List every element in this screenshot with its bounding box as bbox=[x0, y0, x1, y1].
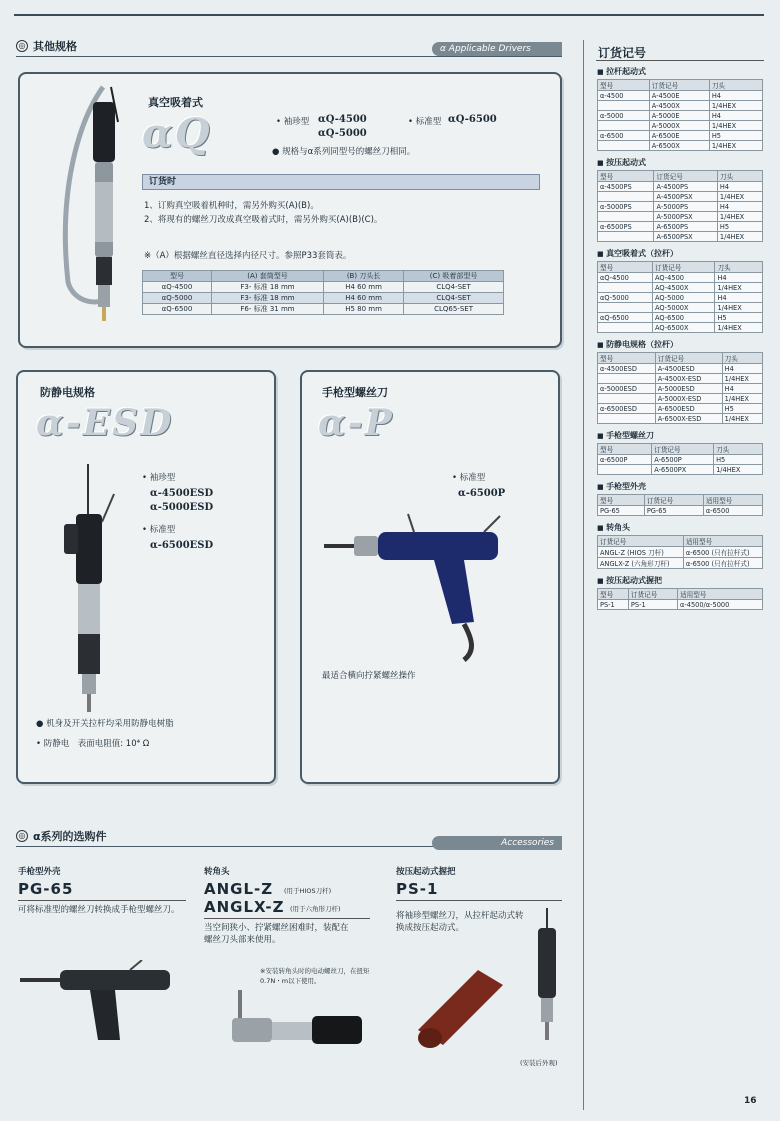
table-cell: A-6500ESD bbox=[655, 404, 722, 414]
esd-note-1: ● 机身及开关拉杆均采用防静电树脂 bbox=[36, 719, 174, 729]
table-header-row bbox=[598, 262, 763, 273]
order-table bbox=[597, 588, 763, 610]
table-row bbox=[598, 131, 763, 141]
vacuum-model-2: αQ-5000 bbox=[318, 128, 367, 139]
table-cell: H4 bbox=[709, 111, 762, 121]
table-cell: A-5000E bbox=[649, 111, 709, 121]
vacuum-note: ● 规格与α系列同型号的螺丝刀相同。 bbox=[272, 147, 416, 157]
table-cell bbox=[598, 101, 650, 111]
table-row bbox=[598, 547, 763, 558]
gun-std-label: • 标准型 bbox=[452, 473, 486, 483]
order-group-title: ■ 转角头 bbox=[597, 522, 765, 533]
acc2-note-1: (用于HIOS刀杆) bbox=[284, 887, 332, 895]
page-number: 16 bbox=[744, 1096, 757, 1106]
acc2-name-1: ANGL-Z bbox=[204, 880, 274, 898]
section-tag: α Applicable Drivers bbox=[432, 42, 562, 56]
gun-driver-image bbox=[324, 512, 524, 662]
order-line-2: 2、将现有的螺丝刀改成真空吸着式时，需另外购买(A)(B)(C)。 bbox=[144, 215, 383, 225]
esd-note-2: • 防静电 表面电阻值: 10⁴ Ω bbox=[36, 739, 150, 749]
table-cell: αQ-4500 bbox=[143, 282, 212, 293]
vacuum-logo: αQ bbox=[142, 110, 212, 157]
table-cell: A-4500X bbox=[649, 101, 709, 111]
table-cell: PS-1 bbox=[598, 600, 629, 610]
acc1-desc: 可将标准型的螺丝刀转换成手枪型螺丝刀。 bbox=[18, 905, 180, 915]
angl-z-image bbox=[232, 990, 372, 1050]
vacuum-driver-image bbox=[38, 82, 128, 332]
table-cell: A-6500X bbox=[649, 141, 709, 151]
esd-title: 防静电规格 bbox=[40, 386, 95, 399]
table-cell: A-6500PSX bbox=[654, 232, 717, 242]
table-cell: 1/4HEX bbox=[722, 414, 762, 424]
table-header-row bbox=[598, 495, 763, 506]
section-title: α系列的选购件 bbox=[33, 830, 107, 843]
table-row bbox=[598, 558, 763, 569]
table-cell bbox=[598, 192, 654, 202]
table-header: 订货记号 bbox=[598, 536, 684, 547]
gun-note: 最适合横向拧紧螺丝操作 bbox=[322, 671, 416, 681]
table-cell: α-6500 (只有拉杆式) bbox=[683, 547, 762, 558]
table-header-row bbox=[598, 536, 763, 547]
gun-logo: α-P bbox=[318, 402, 394, 444]
acc3-caption: (安装后外观) bbox=[520, 1059, 558, 1067]
section-header-accessories bbox=[16, 828, 107, 846]
table-cell bbox=[598, 283, 653, 293]
table-header: 型号 bbox=[598, 353, 656, 364]
table-cell: 1/4HEX bbox=[715, 303, 763, 313]
table-row bbox=[598, 394, 763, 404]
table-cell: PS-1 bbox=[628, 600, 677, 610]
table-cell: CLQ4-SET bbox=[404, 293, 504, 304]
vacuum-table bbox=[142, 270, 504, 315]
table-header: 刀头 bbox=[715, 262, 763, 273]
table-header: 订货记号 bbox=[653, 262, 715, 273]
table-cell: 1/4HEX bbox=[722, 374, 762, 384]
table-header: 型号 bbox=[598, 495, 645, 506]
vacuum-pistol-label: • 袖珍型 bbox=[276, 117, 310, 127]
table-cell: A-5000PS bbox=[654, 202, 717, 212]
table-row bbox=[598, 465, 763, 475]
table-cell: A-6500X-ESD bbox=[655, 414, 722, 424]
table-cell: A-4500PSX bbox=[654, 192, 717, 202]
table-cell: A-4500PS bbox=[654, 182, 717, 192]
top-rule bbox=[14, 14, 764, 16]
table-cell: H4 bbox=[717, 202, 762, 212]
table-cell: A-5000ESD bbox=[655, 384, 722, 394]
order-group-title: ■ 按压起动式握把 bbox=[597, 575, 765, 586]
table-row bbox=[598, 141, 763, 151]
table-cell: AQ-5000 bbox=[653, 293, 715, 303]
table-cell: H5 bbox=[715, 313, 763, 323]
table-header: (B) 刀头长 bbox=[324, 271, 404, 282]
table-cell: H5 bbox=[717, 222, 762, 232]
table-cell: αQ-6500 bbox=[143, 304, 212, 315]
order-group-title: ■ 真空吸着式（拉杆） bbox=[597, 248, 765, 259]
table-cell: ANGLX-Z (六角形刀杆) bbox=[598, 558, 684, 569]
table-row bbox=[143, 293, 504, 304]
table-row bbox=[598, 91, 763, 101]
order-group-title: ■ 防静电规格（拉杆） bbox=[597, 339, 765, 350]
table-row bbox=[598, 384, 763, 394]
table-cell: F3- 标准 18 mm bbox=[211, 282, 323, 293]
acc2-name-2: ANGLX-Z bbox=[204, 898, 285, 916]
order-table bbox=[597, 261, 763, 333]
table-row bbox=[598, 506, 763, 516]
table-cell bbox=[598, 303, 653, 313]
section-bullet-icon: ◎ bbox=[16, 830, 28, 842]
table-cell: A-5000PSX bbox=[654, 212, 717, 222]
table-cell: αQ-4500 bbox=[598, 273, 653, 283]
table-header: 订货记号 bbox=[644, 495, 703, 506]
table-row bbox=[598, 283, 763, 293]
table-row bbox=[598, 293, 763, 303]
acc3-category: 按压起动式握把 bbox=[396, 867, 456, 877]
table-row bbox=[143, 304, 504, 315]
table-header-row bbox=[598, 171, 763, 182]
table-cell: A-6500E bbox=[649, 131, 709, 141]
table-cell: α-4500 bbox=[598, 91, 650, 101]
table-cell bbox=[598, 394, 656, 404]
table-row bbox=[598, 364, 763, 374]
table-cell: α-6500 bbox=[598, 131, 650, 141]
table-cell: αQ-6500 bbox=[598, 313, 653, 323]
acc3-rule bbox=[396, 900, 562, 901]
acc2-warning: ※安装转角头时的电动螺丝刀，在扭矩0.7N・m以下使用。 bbox=[260, 967, 370, 985]
table-header: 型号 bbox=[598, 171, 654, 182]
esd-pistol-label: • 袖珍型 bbox=[142, 473, 176, 483]
acc1-rule bbox=[18, 900, 186, 901]
table-row bbox=[598, 101, 763, 111]
table-cell bbox=[598, 121, 650, 131]
table-row bbox=[598, 111, 763, 121]
gun-title: 手枪型螺丝刀 bbox=[322, 386, 388, 399]
vacuum-model-1: αQ-4500 bbox=[318, 114, 367, 125]
table-row bbox=[598, 232, 763, 242]
table-cell: H4 60 mm bbox=[324, 293, 404, 304]
table-row bbox=[598, 404, 763, 414]
column-divider bbox=[583, 40, 584, 1110]
vacuum-title: 真空吸着式 bbox=[148, 96, 203, 109]
table-row bbox=[598, 192, 763, 202]
esd-driver-image bbox=[58, 464, 118, 714]
table-row bbox=[598, 212, 763, 222]
table-cell bbox=[598, 374, 656, 384]
table-header: 型号 bbox=[598, 589, 629, 600]
order-table bbox=[597, 79, 763, 151]
table-row bbox=[598, 414, 763, 424]
table-cell: AQ-6500X bbox=[653, 323, 715, 333]
table-row bbox=[598, 202, 763, 212]
table-cell: H5 bbox=[714, 455, 763, 465]
gun-panel bbox=[300, 370, 560, 784]
table-cell: α-4500PS bbox=[598, 182, 654, 192]
table-cell bbox=[598, 414, 656, 424]
table-cell: H4 bbox=[722, 364, 762, 374]
table-cell: α-6500 bbox=[703, 506, 762, 516]
table-row bbox=[598, 303, 763, 313]
table-cell bbox=[598, 323, 653, 333]
table-cell: α-6500 (只有拉杆式) bbox=[683, 558, 762, 569]
gun-model-1: α-6500P bbox=[458, 488, 506, 499]
table-cell: 1/4HEX bbox=[717, 212, 762, 222]
order-title-rule bbox=[596, 60, 764, 61]
table-cell: 1/4HEX bbox=[709, 141, 762, 151]
esd-model-3: α-6500ESD bbox=[150, 540, 214, 551]
table-cell: αQ-5000 bbox=[598, 293, 653, 303]
table-cell: PG-65 bbox=[644, 506, 703, 516]
table-cell: H5 bbox=[709, 131, 762, 141]
table-header: 适用型号 bbox=[683, 536, 762, 547]
table-header: 刀头 bbox=[722, 353, 762, 364]
table-row bbox=[598, 121, 763, 131]
table-cell: A-6500PX bbox=[652, 465, 714, 475]
table-header: 订货记号 bbox=[654, 171, 717, 182]
acc2-rule bbox=[204, 918, 370, 919]
table-cell: 1/4HEX bbox=[709, 121, 762, 131]
table-cell bbox=[598, 141, 650, 151]
table-cell: CLQ4-SET bbox=[404, 282, 504, 293]
table-cell: H4 60 mm bbox=[324, 282, 404, 293]
order-group-title: ■ 手枪型螺丝刀 bbox=[597, 430, 765, 441]
acc2-desc: 当空间狭小、拧紧螺丝困难时，装配在螺丝刀头部来使用。 bbox=[204, 923, 349, 945]
ps1-driver-image bbox=[532, 908, 562, 1048]
table-row bbox=[598, 222, 763, 232]
table-cell: α-6500PS bbox=[598, 222, 654, 232]
table-row bbox=[598, 273, 763, 283]
acc1-name: PG-65 bbox=[18, 880, 74, 898]
table-cell bbox=[598, 465, 652, 475]
table-row bbox=[598, 313, 763, 323]
table-cell: F3- 标准 18 mm bbox=[211, 293, 323, 304]
table-cell: α-6500ESD bbox=[598, 404, 656, 414]
table-header-row bbox=[598, 444, 763, 455]
acc3-name: PS-1 bbox=[396, 880, 439, 898]
table-header: (C) 吸着部型号 bbox=[404, 271, 504, 282]
table-cell: H4 bbox=[722, 384, 762, 394]
table-cell: AQ-4500X bbox=[653, 283, 715, 293]
esd-panel bbox=[16, 370, 276, 784]
table-cell: α-5000PS bbox=[598, 202, 654, 212]
order-bar: 订货时 bbox=[142, 174, 540, 190]
table-row bbox=[143, 282, 504, 293]
vacuum-std-label: • 标准型 bbox=[408, 117, 442, 127]
table-header: 订货记号 bbox=[649, 80, 709, 91]
table-cell: A-4500ESD bbox=[655, 364, 722, 374]
table-cell: H5 bbox=[722, 404, 762, 414]
section-rule bbox=[16, 56, 562, 57]
order-table bbox=[597, 494, 763, 516]
table-cell: α-4500ESD bbox=[598, 364, 656, 374]
table-cell: F6- 标准 31 mm bbox=[211, 304, 323, 315]
table-header: 订货记号 bbox=[655, 353, 722, 364]
section-tag: Accessories bbox=[432, 836, 562, 850]
acc2-note-2: (用于六角形刀杆) bbox=[290, 905, 341, 913]
table-cell: A-4500E bbox=[649, 91, 709, 101]
table-cell: PG-65 bbox=[598, 506, 645, 516]
table-cell bbox=[598, 232, 654, 242]
table-header: (A) 套筒型号 bbox=[211, 271, 323, 282]
table-row bbox=[598, 600, 763, 610]
table-row bbox=[598, 455, 763, 465]
acc3-desc: 将袖珍型螺丝刀，从拉杆起动式转换成按压起动式。 bbox=[396, 911, 524, 933]
table-cell: AQ-6500 bbox=[653, 313, 715, 323]
order-table bbox=[597, 535, 763, 569]
order-table bbox=[597, 170, 763, 242]
vacuum-panel bbox=[18, 72, 562, 348]
order-table bbox=[597, 352, 763, 424]
table-header: 订货记号 bbox=[652, 444, 714, 455]
table-cell: 1/4HEX bbox=[714, 465, 763, 475]
table-cell: CLQ65-SET bbox=[404, 304, 504, 315]
table-cell: AQ-5000X bbox=[653, 303, 715, 313]
table-cell: α-5000ESD bbox=[598, 384, 656, 394]
table-row bbox=[598, 182, 763, 192]
table-cell: 1/4HEX bbox=[709, 101, 762, 111]
table-cell: 1/4HEX bbox=[717, 232, 762, 242]
table-header: 型号 bbox=[598, 80, 650, 91]
table-cell: H4 bbox=[715, 273, 763, 283]
acc2-category: 转角头 bbox=[204, 867, 230, 877]
table-row bbox=[598, 323, 763, 333]
order-code-column bbox=[597, 66, 765, 610]
order-title: 订货记号 bbox=[598, 46, 647, 60]
table-cell: H4 bbox=[709, 91, 762, 101]
table-header: 刀头 bbox=[709, 80, 762, 91]
table-header: 刀头 bbox=[714, 444, 763, 455]
table-cell: H4 bbox=[715, 293, 763, 303]
vacuum-model-3: αQ-6500 bbox=[448, 114, 497, 125]
table-cell: α-4500/α-5000 bbox=[678, 600, 763, 610]
table-cell: α-5000 bbox=[598, 111, 650, 121]
table-header: 适用型号 bbox=[703, 495, 762, 506]
table-cell: A-4500X-ESD bbox=[655, 374, 722, 384]
esd-model-2: α-5000ESD bbox=[150, 502, 214, 513]
table-header-row bbox=[598, 353, 763, 364]
table-cell: H4 bbox=[717, 182, 762, 192]
order-line-1: 1、订购真空吸着机种时，需另外购买(A)(B)。 bbox=[144, 201, 319, 211]
table-row bbox=[598, 374, 763, 384]
table-header-row bbox=[598, 80, 763, 91]
table-cell: α-6500P bbox=[598, 455, 652, 465]
table-cell: 1/4HEX bbox=[717, 192, 762, 202]
esd-logo: α-ESD bbox=[36, 402, 174, 444]
table-header: 订货记号 bbox=[628, 589, 677, 600]
table-cell bbox=[598, 212, 654, 222]
table-cell: A-6500P bbox=[652, 455, 714, 465]
order-group-title: ■ 按压起动式 bbox=[597, 157, 765, 168]
table-header: 适用型号 bbox=[678, 589, 763, 600]
table-header: 型号 bbox=[143, 271, 212, 282]
table-header: 型号 bbox=[598, 262, 653, 273]
table-cell: αQ-5000 bbox=[143, 293, 212, 304]
order-table bbox=[597, 443, 763, 475]
acc1-category: 手枪型外壳 bbox=[18, 867, 61, 877]
table-cell: A-6500PS bbox=[654, 222, 717, 232]
ps1-grip-image bbox=[408, 960, 518, 1050]
order-group-title: ■ 拉杆起动式 bbox=[597, 66, 765, 77]
table-cell: 1/4HEX bbox=[715, 323, 763, 333]
esd-std-label: • 标准型 bbox=[142, 525, 176, 535]
table-cell: 1/4HEX bbox=[715, 283, 763, 293]
order-line-3: ※（A）根据螺丝直径选择内径尺寸。参照P33套筒表。 bbox=[144, 251, 352, 261]
order-group-title: ■ 手枪型外壳 bbox=[597, 481, 765, 492]
esd-model-1: α-4500ESD bbox=[150, 488, 214, 499]
pg65-image bbox=[20, 960, 180, 1050]
table-cell: A-5000X bbox=[649, 121, 709, 131]
table-cell: AQ-4500 bbox=[653, 273, 715, 283]
section-title: 其他规格 bbox=[33, 40, 77, 53]
table-cell: H5 80 mm bbox=[324, 304, 404, 315]
table-header-row bbox=[598, 589, 763, 600]
section-header-other bbox=[16, 38, 77, 56]
table-cell: 1/4HEX bbox=[722, 394, 762, 404]
table-header: 型号 bbox=[598, 444, 652, 455]
table-header: 刀头 bbox=[717, 171, 762, 182]
table-cell: A-5000X-ESD bbox=[655, 394, 722, 404]
table-header-row bbox=[143, 271, 504, 282]
section-bullet-icon: ◎ bbox=[16, 40, 28, 52]
table-cell: ANGL-Z (HIOS 刀杆) bbox=[598, 547, 684, 558]
